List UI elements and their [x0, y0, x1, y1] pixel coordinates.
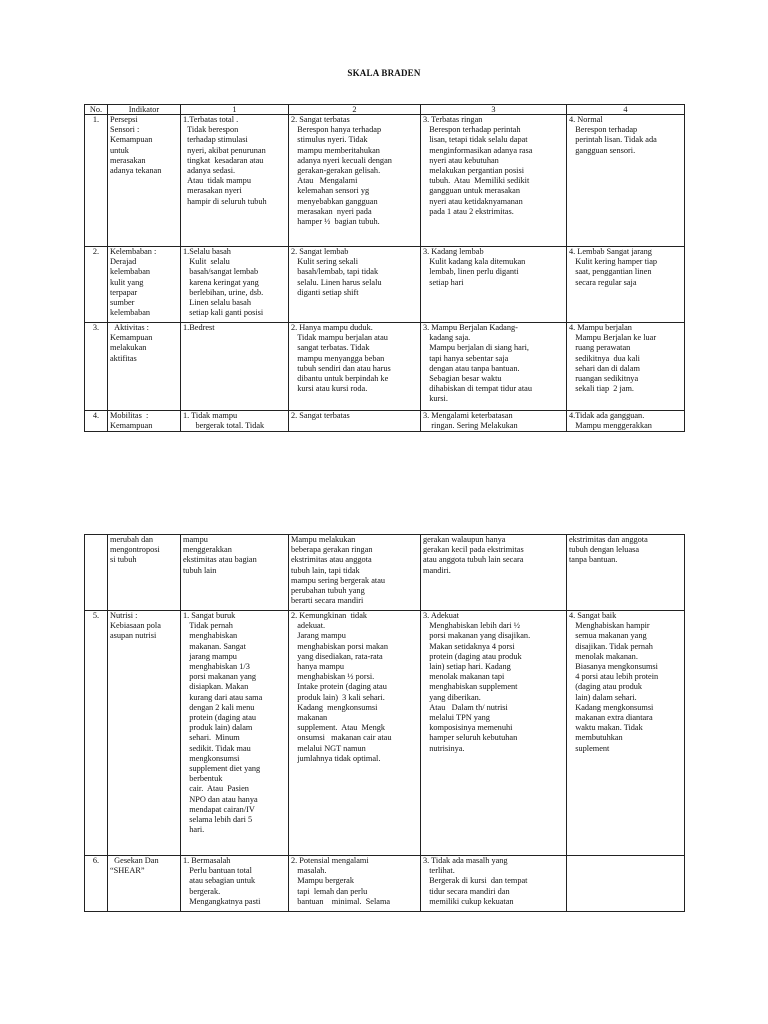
- score-1-cell: 1. Tidak mampu bergerak total. Tidak: [181, 411, 289, 432]
- score-3-cell: 3. Tidak ada masalh yang terlihat. Bergerak di kursi dan tempat tidur secara mandiri dan memiliki cukup kekuatan: [421, 856, 567, 912]
- score-1-cell: 1.Terbatas total . Tidak berespon terhadap stimulasi nyeri, akibat penurunan tingkat kesadaran atau adanya sedasi. Atau tidak mampu merasakan nyeri hampir di seluruh tubuh: [181, 115, 289, 247]
- score-4-cell: 4. Normal Berespon terhadap perintah lisan. Tidak ada gangguan sensori.: [567, 115, 685, 247]
- row-number: 6.: [85, 856, 108, 912]
- table-row-aktivitas: [85, 323, 685, 411]
- header-score-1: 1: [181, 105, 289, 115]
- score-1-cell: 1.Selalu basah Kulit selalu basah/sangat lembab karena keringat yang berlebihan, urine, dsb. Linen selalu basah setiap kali ganti posisi: [181, 247, 289, 323]
- braden-scale-table-page-2: [84, 534, 685, 912]
- row-number: 2.: [85, 247, 108, 323]
- score-2-cell: 2. Sangat terbatas: [289, 411, 421, 432]
- score-3-cell: 3. Mengalami keterbatasan ringan. Sering Melakukan: [421, 411, 567, 432]
- score-4-cell: 4. Sangat baik Menghabiskan hampir semua makanan yang disajikan. Tidak pernah menolak makanan. Biasanya mengkonsumsi 4 porsi atau lebih protein (daging atau produk lain) dalam sehari. Kadang mengkonsumsi makanan extra diantara waktu makan. Tidak membutuhkan suplement: [567, 611, 685, 856]
- score-4-cell: 4. Lembab Sangat jarang Kulit kering hamper tiap saat, penggantian linen secara regular saja: [567, 247, 685, 323]
- header-no: No.: [85, 105, 108, 115]
- score-2-cell: 2. Sangat lembab Kulit sering sekali basah/lembab, tapi tidak selalu. Linen harus selalu diganti setiap shift: [289, 247, 421, 323]
- score-3-cell: 3. Mampu Berjalan Kadang- kadang saja. Mampu berjalan di siang hari, tapi hanya sebentar saja dengan atau tanpa bantuan. Sebagian besar waktu dihabiskan di tempat tidur atau kursi.: [421, 323, 567, 411]
- braden-scale-table-page-1: [84, 104, 685, 432]
- score-1-cell: 1. Sangat buruk Tidak pernah menghabiskan makanan. Sangat jarang mampu menghabiskan 1/3 porsi makanan yang disiapkan. Makan kurang dari atau sama dengan 2 kali menu protein (daging atau produk lain) dalam sehari. Minum sedikit. Tidak mau mengkonsumsi supplement diet yang berbentuk cair. Atau Pasien NPO dan atau hanya mendapat cairan/IV selama lebih dari 5 hari.: [181, 611, 289, 856]
- row-number: [85, 535, 108, 611]
- score-4-cell: ekstrimitas dan anggota tubuh dengan leluasa tanpa bantuan.: [567, 535, 685, 611]
- table-row-mobilitas-continued: [85, 535, 685, 611]
- score-2-cell: 2. Kemungkinan tidak adekuat. Jarang mampu menghabiskan porsi makan yang disediakan, rata-rata hanya mampu menghabiskan ½ porsi. Intake protein (daging atau produk lain) 3 kali sehari. Kadang mengkonsumsi makanan supplement. Atau Mengk onsumsi makanan cair atau melalui NGT namun jumlahnya tidak optimal.: [289, 611, 421, 856]
- score-2-cell: 2. Sangat terbatas Berespon hanya terhadap stimulus nyeri. Tidak mampu memberitahukan adanya nyeri kecuali dengan gerakan-gerakan gelisah. Atau Mengalami kelemahan sensori yg menyebabkan gangguan merasakan nyeri pada hamper ½ bagian tubuh.: [289, 115, 421, 247]
- indicator-cell: Aktivitas : Kemampuan melakukan aktifitas: [108, 323, 181, 411]
- score-3-cell: 3. Kadang lembab Kulit kadang kala ditemukan lembab, linen perlu diganti setiap hari: [421, 247, 567, 323]
- score-2-cell: Mampu melakukan beberapa gerakan ringan ekstrimitas atau anggota tubuh lain, tapi tidak mampu sering bergerak atau perubahan tubuh yang berarti secara mandiri: [289, 535, 421, 611]
- table-row-persepsi-sensori: [85, 115, 685, 247]
- score-1-cell: mampu menggerakkan ekstimitas atau bagian tubuh lain: [181, 535, 289, 611]
- indicator-cell: merubah dan mengontroposi si tubuh: [108, 535, 181, 611]
- table-row-mobilitas: [85, 411, 685, 432]
- score-1-cell: 1.Bedrest: [181, 323, 289, 411]
- row-number: 5.: [85, 611, 108, 856]
- score-3-cell: 3. Terbatas ringan Berespon terhadap perintah lisan, tetapi tidak selalu dapat menginformasikan adanya rasa nyeri atau kebutuhan melakukan pergantian posisi tubuh. Atau Memiliki sedikit gangguan untuk merasakan nyeri atau ketidaknyamanan pada 1 atau 2 ekstrimitas.: [421, 115, 567, 247]
- row-number: 4.: [85, 411, 108, 432]
- score-4-cell: 4. Mampu berjalan Mampu Berjalan ke luar ruang perawatan sedikitnya dua kali sehari dan di dalam ruangan sedikitnya sekali tiap 2 jam.: [567, 323, 685, 411]
- score-2-cell: 2. Potensial mengalami masalah. Mampu bergerak tapi lemah dan perlu bantuan minimal. Selama: [289, 856, 421, 912]
- score-2-cell: 2. Hanya mampu duduk. Tidak mampu berjalan atau sangat terbatas. Tidak mampu menyangga beban tubuh sendiri dan atau harus dibantu untuk berpindah ke kursi atau kursi roda.: [289, 323, 421, 411]
- table-row-gesekan-shear: [85, 856, 685, 912]
- header-indikator: Indikator: [108, 105, 181, 115]
- table-row-nutrisi: [85, 611, 685, 856]
- indicator-cell: Persepsi Sensori : Kemampuan untuk merasakan adanya tekanan: [108, 115, 181, 247]
- score-3-cell: 3. Adekuat Menghabiskan lebih dari ½ porsi makanan yang disajikan. Makan setidaknya 4 porsi protein (daging atau produk lain) setiap hari. Kadang menolak makanan tapi menghabiskan supplement yang diberikan. Atau Dalam th/ nutrisi melalui TPN yang komposisinya memenuhi hamper seluruh kebutuhan nutrisinya.: [421, 611, 567, 856]
- score-1-cell: 1. Bermasalah Perlu bantuan total atau sebagian untuk bergerak. Mengangkatnya pasti: [181, 856, 289, 912]
- score-4-cell: [567, 856, 685, 912]
- indicator-cell: Mobilitas : Kemampuan: [108, 411, 181, 432]
- indicator-cell: Kelembaban : Derajad kelembaban kulit yang terpapar sumber kelembaban: [108, 247, 181, 323]
- row-number: 3.: [85, 323, 108, 411]
- indicator-cell: Nutrisi : Kebiasaan pola asupan nutrisi: [108, 611, 181, 856]
- header-score-3: 3: [421, 105, 567, 115]
- table-header-row: [85, 105, 685, 115]
- table-row-kelembaban: [85, 247, 685, 323]
- indicator-cell: Gesekan Dan “SHEAR”: [108, 856, 181, 912]
- row-number: 1.: [85, 115, 108, 247]
- score-3-cell: gerakan walaupun hanya gerakan kecil pada ekstrimitas atau anggota tubuh lain secara mandiri.: [421, 535, 567, 611]
- header-score-4: 4: [567, 105, 685, 115]
- score-4-cell: 4.Tidak ada gangguan. Mampu menggerakkan: [567, 411, 685, 432]
- page-title: SKALA BRADEN: [347, 68, 421, 78]
- header-score-2: 2: [289, 105, 421, 115]
